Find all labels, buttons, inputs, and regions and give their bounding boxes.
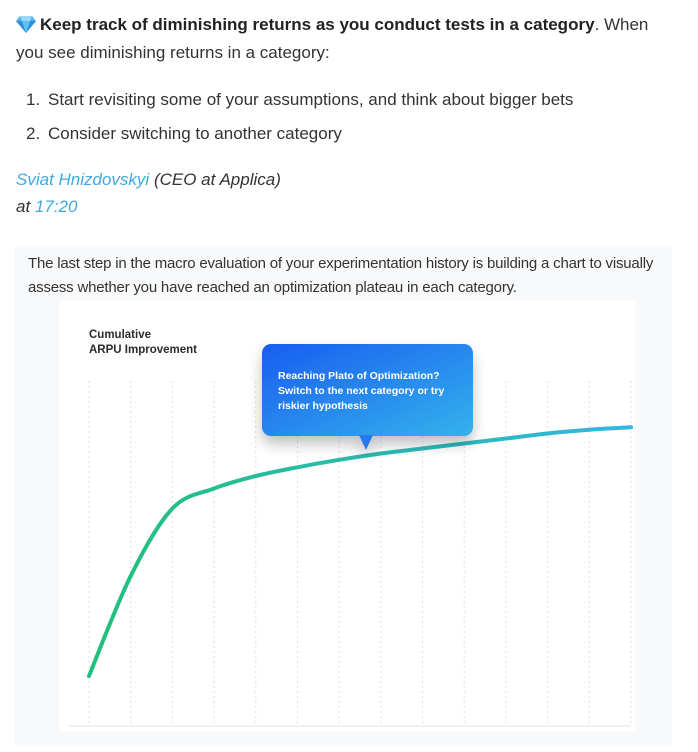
data-point	[295, 465, 299, 469]
list-item	[26, 121, 573, 155]
author-link[interactable]: Sviat Hnizdovskyi	[16, 170, 150, 189]
data-point	[379, 452, 383, 456]
intro-rest-text: . When you see diminishing returns in a category:	[16, 15, 649, 62]
at-label: at	[16, 197, 31, 216]
author-role: (CEO at Applica)	[153, 170, 281, 189]
annotation-line2: Switch to the next category or try	[278, 385, 445, 397]
intro-bold-text: Keep track of diminishing returns as you conduct tests in a category	[40, 15, 595, 34]
data-point	[212, 487, 216, 491]
plateau-chart	[15, 246, 672, 746]
data-point	[170, 507, 174, 511]
data-point	[629, 425, 633, 429]
chart-figure	[15, 246, 672, 746]
data-point	[421, 447, 425, 451]
gem-icon	[16, 15, 36, 33]
annotation-line1: Reaching Plato of Optimization?	[278, 370, 440, 382]
data-point	[254, 474, 258, 478]
data-point	[129, 574, 133, 578]
quote-attribution	[16, 166, 281, 220]
data-point	[504, 437, 508, 441]
y-axis-label-line1: Cumulative	[89, 329, 151, 341]
list-item-text: Start revisiting some of your assumptions, and think about bigger bets	[48, 90, 574, 109]
data-point	[462, 442, 466, 446]
list-item-text: Consider switching to another category	[48, 124, 342, 143]
list-item	[26, 87, 573, 121]
data-point	[587, 428, 591, 432]
data-point	[87, 674, 91, 678]
list-item-number: 2.	[26, 124, 41, 143]
intro-paragraph	[16, 11, 676, 67]
data-point	[337, 458, 341, 462]
annotation-callout	[262, 344, 473, 450]
y-axis-label-line2: ARPU Improvement	[89, 344, 197, 356]
steps-list	[26, 87, 573, 155]
figure-caption: The last step in the macro evaluation of your experimentation history is building a chart to visually assess whether you have reached an optimization plateau in each category.	[28, 255, 654, 296]
data-point	[546, 432, 550, 436]
list-item-number: 1.	[26, 90, 41, 109]
timestamp-link[interactable]: 17:20	[34, 197, 78, 216]
annotation-line3: riskier hypothesis	[278, 400, 368, 412]
